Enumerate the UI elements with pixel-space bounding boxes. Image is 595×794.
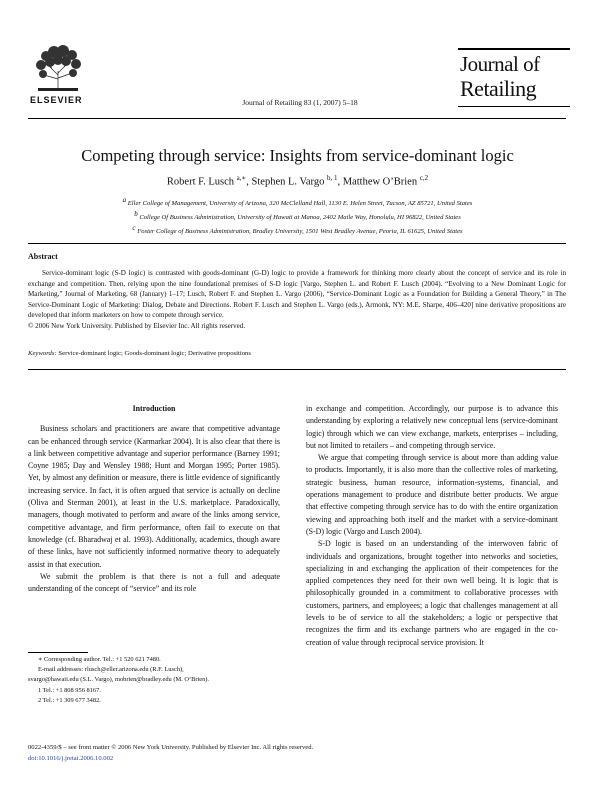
keywords-label: Keywords: — [28, 350, 57, 357]
section-heading: Introduction — [132, 404, 176, 413]
keywords — [28, 350, 566, 357]
abstract-body — [28, 268, 566, 331]
issn-line: 0022-4359/$ – see front matter © 2006 New York University. Published by Elsevier Inc. All rights reserved. — [28, 744, 314, 751]
author-name: Stephen L. Vargo — [251, 176, 325, 188]
author-name: Matthew O’Brien — [342, 176, 418, 188]
affiliation: $^a$ Eller College of Management, University of Arizona, 320 McClelland Hall, 1130 E. Helen Street, Tucson, AZ 85721, United States — [122, 196, 473, 208]
journal-logo-line2: Retailing — [460, 76, 537, 101]
author-list: Robert F. Lusch $^{a,∗}$, Stephen L. Vargo $^{b, 1}$, Matthew O’Brien $^{c,2}$ — [166, 174, 429, 188]
author-name: Robert F. Lusch — [166, 176, 235, 188]
publisher-logo — [28, 45, 92, 105]
publisher-name: ELSEVIER — [30, 95, 83, 105]
paper-title: Competing through service: Insights from service-dominant logic — [81, 146, 514, 165]
author-affiliation-mark: b, 1 — [326, 174, 338, 182]
affiliation: $^b$ College Of Business Administration, University of Hawaii at Manoa, 2402 Maile Way, Honolulu, HI 96822, United States — [134, 210, 461, 222]
elsevier-tree-icon — [32, 45, 84, 93]
footnote: 2 Tel.: +1 309 677 3482. — [38, 696, 101, 704]
footnote: 1 Tel.: +1 808 956 8167. — [38, 686, 101, 694]
abstract-heading: Abstract — [28, 252, 58, 261]
journal-logo — [458, 48, 570, 107]
journal-citation: Journal of Retailing 83 (1, 2007) 5–18 — [242, 98, 358, 107]
body-paragraph: in exchange and competition. Accordingly, our purpose is to advance this understanding by exploring a relatively new conceptual lens (service-dominant logic) through which we can view exchange, markets, enterprises – including, but not limited to retailers – and competing through service. — [306, 404, 558, 450]
footnote-divider — [28, 652, 88, 653]
footnote: ∗ Corresponding author. Tel.: +1 520 621 7480. — [38, 656, 161, 663]
abstract-top-divider — [28, 243, 566, 244]
right-column — [306, 403, 558, 649]
doi-link[interactable]: doi:10.1016/j.jretai.2006.10.002 — [28, 754, 114, 762]
affiliation: $^c$ Foster College of Business Administration, Bradley University, 1501 West Bradley Avenue, Peoria, IL 61625, United States — [132, 224, 463, 236]
journal-logo-line1: Journal of — [460, 52, 540, 76]
header-divider — [28, 118, 566, 119]
body-paragraph: S-D logic is based on an understanding of the interwoven fabric of individuals and organizations, brought together into networks and societies, specializing in and exchanging the application of their competences for the applied competences they need for their own well being. It is logic that is philosophically grounded in a commitment to collaborative processes with customers, partners, and employees; a logic that challenges management at all levels to be of service to all the stakeholders; a logic or perspective that recognizes the firm and its exchange partners who are engaged in the co-creation of value through reciprocal service provision. It — [306, 539, 558, 647]
left-column — [28, 403, 280, 595]
footnote: E-mail addresses: rlusch@eller.arizona.edu (R.F. Lusch), — [38, 666, 184, 674]
body-paragraph: We argue that competing through service is about more than adding value to products. Importantly, it is also more than the collective roles of marketing, strategic business, human resource, information-systems, financial, and operations management to produce and distribute better products. We argue that effective competing through service has to do with the entire organization viewing and approaching both itself and the market with a service-dominant (S-D) logic (Vargo and Lusch 2004). — [306, 453, 558, 536]
body-paragraph: Business scholars and practitioners are aware that competitive advantage can be enhanced through service (Karmarkar 2004). It is also clear that there is a link between competitive advantage and superior performance (Barney 1991; Coyne 1985; Day and Wensley 1988; Hunt and Morgan 1995; Porter 1985). Yet, by almost any definition or measure, there is little evidence of significantly increasing service. In fact, it is often argued that service is actually on decline (Oliva and Sterman 2001), at least in the U.S. marketplace. Paradoxically, managers, though motivated to perform and aware of the links among service, competitive advantage, and firm performance, often fail to execute on that knowledge (cf. Bharadwaj et al. 1993). Additionally, academics, though aware of these links, have not sufficiently informed normative theory to adequately assist in that execution. — [28, 424, 280, 569]
footnote: svargo@hawaii.edu (S.L. Vargo), mobrien@bradley.edu (M. O’Brien). — [28, 676, 210, 684]
abstract-text: Service-dominant logic (S-D logic) is contrasted with goods-dominant (G-D) logic to provide a framework for thinking more clearly about the concept of service and its role in exchange and competition. Then, relying upon the nine foundational premises of S-D logic [Vargo, Stephen L. and Robert F. Lusch (2004). “Evolving to a New Dominant Logic for Marketing,” Journal of Marketing, 68 (January) 1–17; Lusch, Robert F. and Stephen L. Vargo (2006), “Service-Dominant Logic as a Foundation for Building a General Theory,” in The Service-Dominant Logic of Marketing: Dialog, Debate and Directions. Robert F. Lusch and Stephen L. Vargo (eds.), Armonk, NY: M.E. Sharpe, 406–420] nine derivative propositions are developed that inform marketers on how to compete through service. — [28, 269, 566, 319]
author-affiliation-mark: c,2 — [419, 174, 429, 182]
abstract-bottom-divider — [28, 369, 566, 370]
page-footer — [28, 743, 566, 764]
footnotes — [28, 655, 288, 706]
body-paragraph: We submit the problem is that there is not a full and adequate understanding of the concept of “service” and its role — [28, 571, 280, 594]
abstract-copyright: © 2006 New York University. Published by Elsevier Inc. All rights reserved. — [28, 321, 246, 330]
affiliations — [40, 195, 555, 238]
keywords-text: Service-dominant logic; Goods-dominant logic; Derivative propositions — [58, 350, 252, 357]
author-affiliation-mark: a,∗ — [236, 174, 247, 182]
